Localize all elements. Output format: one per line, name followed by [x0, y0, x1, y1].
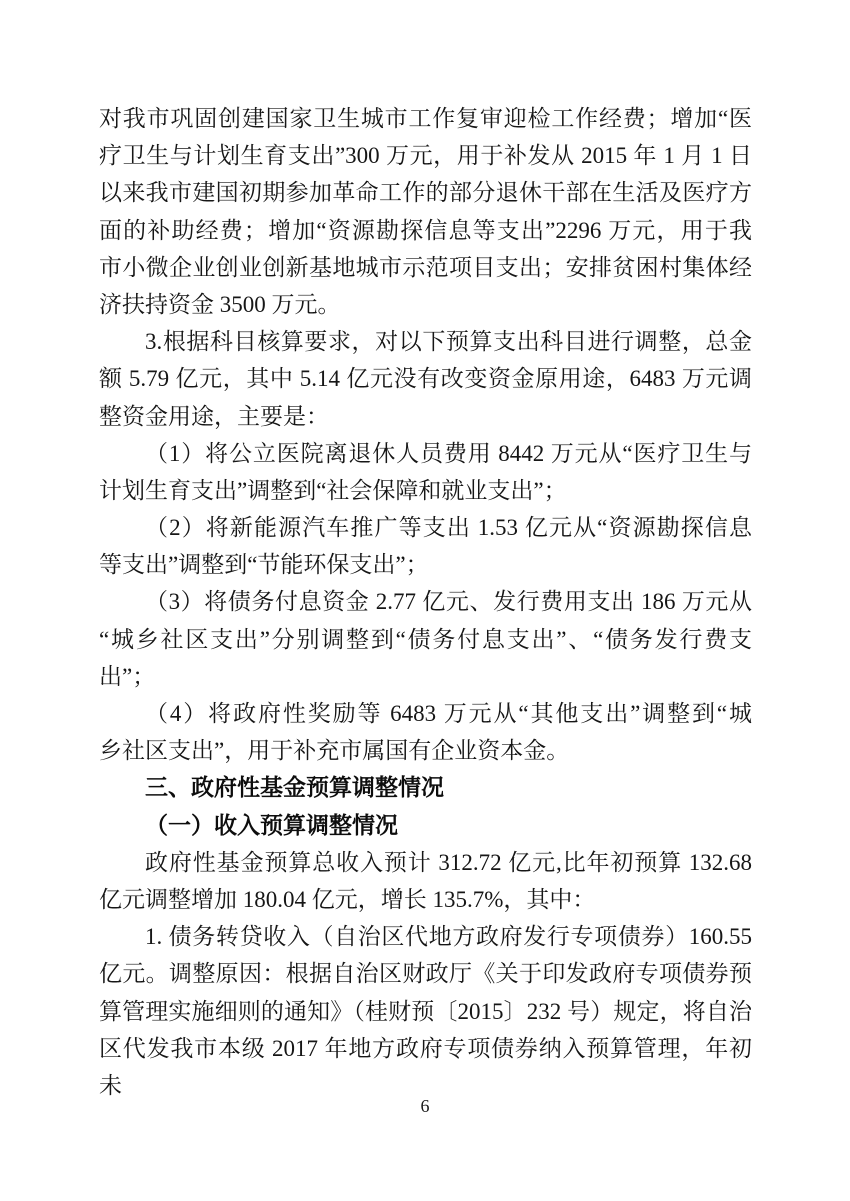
body-line: 出”；	[99, 663, 156, 689]
body-line: 等支出”调整到“节能环保支出”；	[99, 552, 429, 578]
body-line: （2）将新能源汽车推广等支出 1.53 亿元从“资源勘探信息	[145, 515, 752, 541]
body-line: 3.根据科目核算要求，对以下预算支出科目进行调整，总金	[145, 329, 752, 355]
document-body	[99, 100, 752, 1098]
body-line: 区代发我市本级 2017 年地方政府专项债券纳入预算管理，年初未	[99, 1035, 752, 1098]
body-line: 计划生育支出”调整到“社会保障和就业支出”；	[99, 477, 567, 503]
body-line: 政府性基金预算总收入预计 312.72 亿元,比年初预算 132.68	[145, 849, 752, 875]
body-line: 对我市巩固创建国家卫生城市工作复审迎检工作经费；增加“医	[99, 106, 752, 131]
body-line: 市小微企业创业创新基地城市示范项目支出；安排贫困村集体经	[99, 254, 752, 280]
body-line: 额 5.79 亿元，其中 5.14 亿元没有改变资金原用途，6483 万元调	[99, 366, 752, 392]
heading-level1: 三、政府性基金预算调整情况	[145, 774, 444, 801]
page-number: 6	[420, 1096, 430, 1116]
body-line: 乡社区支出”，用于补充市属国有企业资本金。	[99, 738, 570, 764]
body-line: （4）将政府性奖励等 6483 万元从“其他支出”调整到“城	[145, 701, 752, 726]
body-line: 算管理实施细则的通知》（桂财预〔2015〕232 号）规定，将自治	[99, 998, 752, 1024]
body-line: 面的补助经费；增加“资源勘探信息等支出”2296 万元，用于我	[99, 217, 752, 243]
body-line: 济扶持资金 3500 万元。	[99, 291, 341, 317]
body-line: （1）将公立医院离退休人员费用 8442 万元从“医疗卫生与	[145, 440, 752, 466]
body-line: 整资金用途，主要是：	[99, 403, 329, 429]
body-line: 疗卫生与计划生育支出”300 万元，用于补发从 2015 年 1 月 1 日	[99, 143, 752, 169]
body-line: “城乡社区支出”分别调整到“债务付息支出”、“债务发行费支	[99, 626, 752, 652]
body-line: （3）将债务付息资金 2.77 亿元、发行费用支出 186 万元从	[145, 589, 752, 615]
body-line: 亿元调整增加 180.04 亿元，增长 135.7%，其中：	[99, 886, 596, 912]
body-line: 1. 债务转贷收入（自治区代地方政府发行专项债券）160.55	[145, 924, 752, 950]
heading-level2: （一）收入预算调整情况	[145, 812, 398, 838]
body-line: 以来我市建国初期参加革命工作的部分退休干部在生活及医疗方	[99, 180, 752, 206]
body-line: 亿元。调整原因：根据自治区财政厅《关于印发政府专项债券预	[99, 961, 752, 987]
